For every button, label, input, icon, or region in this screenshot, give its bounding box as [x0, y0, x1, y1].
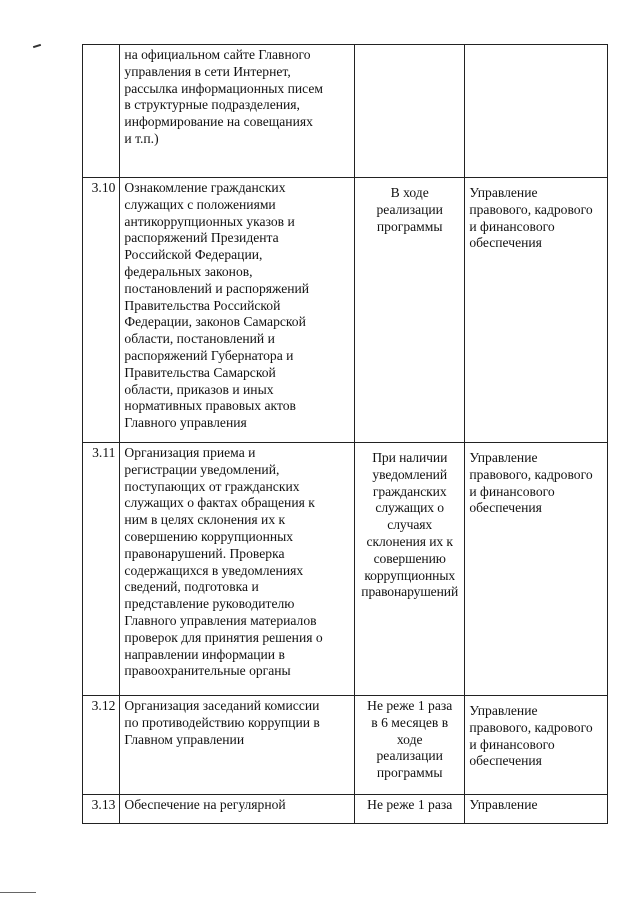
measure-term: Не реже 1 раза: [355, 795, 465, 824]
measure-description: Обеспечение на регулярной: [120, 795, 355, 824]
row-number: 3.10: [83, 178, 120, 443]
measure-term: Не реже 1 раза в 6 месяцев в ходе реализации программы: [355, 696, 465, 795]
measure-description: Организация приема и регистрации уведомлений, поступающих от гражданских служащих о фактах обращения к ним в целях склонения их к совершению коррупционных правонарушений. Проверка содержащихся в уведомлениях сведений, подготовка и представление руководителю Главного управления материалов проверок для принятия решения о направлении информации в правоохранительные органы: [120, 443, 355, 696]
scan-mark: [33, 44, 41, 48]
measure-description: на официальном сайте Главного управления в сети Интернет, рассылка информационных писем в структурные подразделения, информирование на совещаниях и т.п.): [120, 45, 355, 178]
row-number: [83, 45, 120, 178]
table-row: [83, 795, 608, 824]
row-number: 3.13: [83, 795, 120, 824]
row-number: 3.12: [83, 696, 120, 795]
measure-responsible: Управление: [465, 795, 608, 824]
table-row: [83, 45, 608, 178]
measure-responsible: Управление правового, кадрового и финансового обеспечения: [465, 696, 608, 795]
measure-responsible: Управление правового, кадрового и финансового обеспечения: [465, 178, 608, 443]
table-row: [83, 443, 608, 696]
row-number: 3.11: [83, 443, 120, 696]
scan-edge-line: [0, 892, 36, 893]
measure-term: [355, 45, 465, 178]
measures-table: [82, 44, 608, 824]
measure-term: В ходе реализации программы: [355, 178, 465, 443]
measure-term: При наличии уведомлений гражданских служащих о случаях склонения их к совершению коррупционных правонарушений: [355, 443, 465, 696]
measure-description: Ознакомление гражданских служащих с положениями антикоррупционных указов и распоряжений Президента Российской Федерации, федеральных законов, постановлений и распоряжений Правительства Российской Федерации, законов Самарской области, постановлений и распоряжений Губернатора и Правительства Самарской области, приказов и иных нормативных правовых актов Главного управления: [120, 178, 355, 443]
measure-responsible: Управление правового, кадрового и финансового обеспечения: [465, 443, 608, 696]
measure-responsible: [465, 45, 608, 178]
measure-description: Организация заседаний комиссии по противодействию коррупции в Главном управлении: [120, 696, 355, 795]
table-row: [83, 178, 608, 443]
table-row: [83, 696, 608, 795]
